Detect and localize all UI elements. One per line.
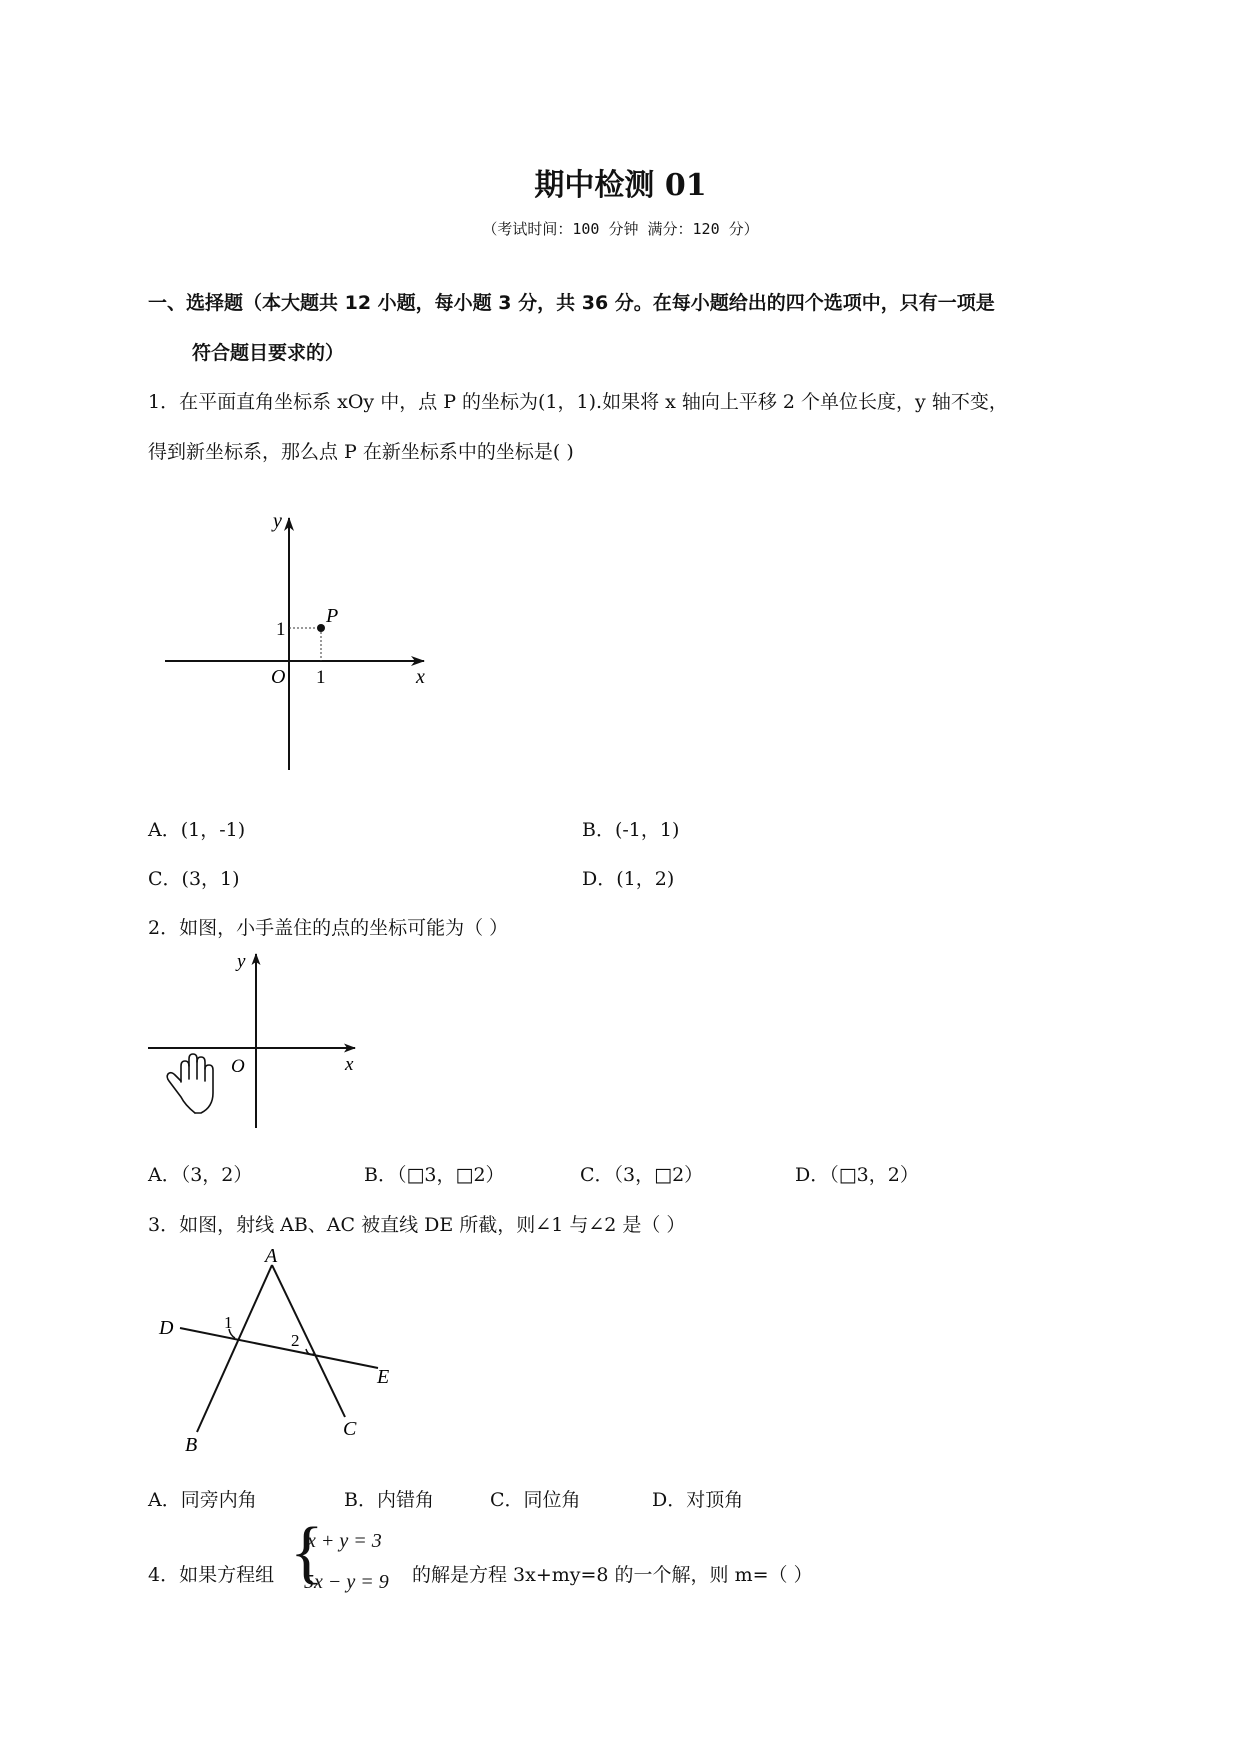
- q1-stem-line2: 得到新坐标系，那么点 P 在新坐标系中的坐标是( ): [148, 441, 574, 463]
- q1-point-label: P: [326, 605, 339, 627]
- q3-label-a: A: [265, 1245, 278, 1267]
- q3-ray-ac: [272, 1265, 345, 1417]
- q1-option-c: C．(3，1): [148, 868, 240, 890]
- section-heading-line1: 一、选择题（本大题共 12 小题，每小题 3 分，共 36 分。在每小题给出的四个选项中，只有一项是: [148, 292, 995, 314]
- q2-coordinate-figure: [145, 945, 395, 1135]
- q2-origin-label: O: [231, 1056, 245, 1077]
- q2-y-label: y: [237, 951, 246, 972]
- q1-y-label: y: [273, 510, 282, 532]
- q1-coordinate-figure: [158, 500, 448, 780]
- q1-option-a: A．(1，-1): [148, 819, 246, 841]
- q3-ray-ab: [197, 1265, 272, 1432]
- q3-label-b: B: [185, 1434, 198, 1455]
- q2-stem: 2．如图，小手盖住的点的坐标可能为（ ）: [148, 917, 509, 939]
- q3-label-c: C: [343, 1418, 357, 1440]
- page-title: 期中检测 01: [534, 168, 707, 203]
- q3-line-de: [180, 1328, 378, 1368]
- q3-angle-figure: [150, 1245, 410, 1455]
- q4-suffix: 的解是方程 3x+my=8 的一个解，则 m=（ ）: [412, 1564, 813, 1586]
- q1-y-tick-label: 1: [276, 619, 286, 640]
- q3-option-a: A．同旁内角: [148, 1489, 257, 1511]
- q2-option-d: D．（□3，2）: [795, 1164, 919, 1186]
- q1-x-tick-label: 1: [316, 667, 326, 688]
- q1-x-label: x: [416, 666, 425, 688]
- q1-option-b: B．(-1，1): [582, 819, 680, 841]
- q3-option-b: B．内错角: [344, 1489, 434, 1511]
- q3-angle2-label: 2: [291, 1331, 300, 1350]
- q3-option-d: D．对顶角: [652, 1489, 744, 1511]
- q4-prefix: 4．如果方程组: [148, 1564, 275, 1586]
- q1-option-d: D．(1，2): [582, 868, 675, 890]
- q1-point-p: [317, 624, 325, 632]
- q2-option-b: B．（□3，□2）: [364, 1164, 505, 1186]
- q2-option-a: A．（3，2）: [148, 1164, 253, 1186]
- q4-equation-1: x + y = 3: [307, 1530, 382, 1552]
- q3-stem: 3．如图，射线 AB、AC 被直线 DE 所截，则∠1 与∠2 是（ ）: [148, 1214, 686, 1236]
- q1-origin-label: O: [271, 666, 286, 688]
- q4-brace: {: [290, 1514, 324, 1591]
- q3-angle1-label: 1: [224, 1313, 233, 1332]
- hand-icon: [167, 1054, 213, 1113]
- q2-x-label: x: [345, 1054, 354, 1075]
- q4-equation-2: 5x − y = 9: [304, 1571, 389, 1593]
- exam-info: （考试时间：100 分钟 满分：120 分）: [482, 220, 759, 238]
- q2-option-c: C．（3，□2）: [580, 1164, 704, 1186]
- q3-label-e: E: [377, 1366, 390, 1388]
- q3-option-c: C．同位角: [490, 1489, 581, 1511]
- q3-label-d: D: [159, 1317, 174, 1339]
- q1-stem-line1: 1．在平面直角坐标系 xOy 中，点 P 的坐标为(1，1).如果将 x 轴向上平移 2 个单位长度，y 轴不变，: [148, 391, 1008, 413]
- section-heading-line2: 符合题目要求的）: [192, 342, 345, 364]
